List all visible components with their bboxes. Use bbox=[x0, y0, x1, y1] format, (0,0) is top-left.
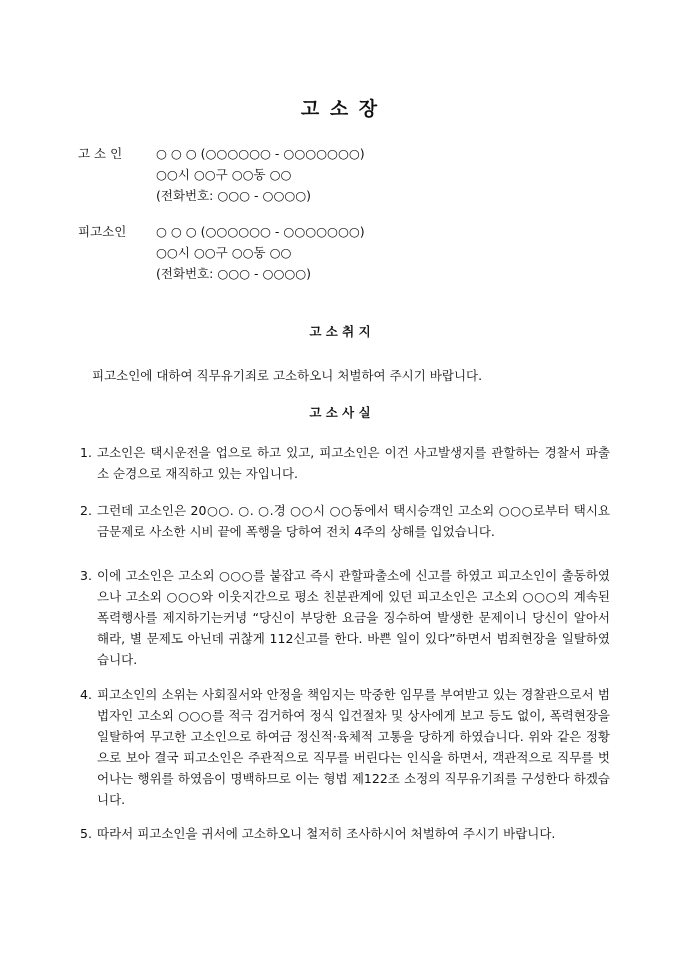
fact-text: 이에 고소인은 고소외 ○○○를 붙잡고 즉시 관할파출소에 신고를 하였고 피고소인이 출동하였으나 고소외 ○○○와 이웃지간으로 평소 친분관계에 있던 피고소인은 고소외 ○○○의 계속된 폭력행사를 제지하기는커녕 “당신이 부당한 요금을 징수하여 발생한 문제이니 당신이 알아서 해라, 별 문제도 아닌데 귀찮게 112신고를 한다. 바쁜 일이 있다”하면서 범죄현장을 일탈하였습니다. bbox=[97, 568, 610, 667]
fact-item bbox=[80, 442, 610, 484]
complainant-phone: (전화번호: ○○○ - ○○○○) bbox=[156, 188, 312, 203]
fact-text: 피고소인의 소위는 사회질서와 안정을 책임지는 막중한 임무를 부여받고 있는 경찰관으로서 범법자인 고소외 ○○○를 적극 검거하여 정식 입건절차 및 상사에게 보고 등도 없이, 폭력현장을 일탈하여 무고한 고소인으로 하여금 정신적·육체적 고통을 당하게 하였습니다. 위와 같은 정황으로 보아 결국 피고소인은 주관적으로 직무를 버린다는 인식을 하면서, 객관적으로 직무를 벗어나는 행위를 하였음이 명백하므로 이는 형법 제122조 소정의 직무유기죄를 구성한다 하겠습니다. bbox=[97, 687, 610, 807]
intent-heading: 고 소 취 지 bbox=[309, 324, 371, 339]
fact-number: 4. bbox=[80, 687, 92, 702]
fact-text: 그런데 고소인은 20○○. ○. ○.경 ○○시 ○○동에서 택시승객인 고소외 ○○○로부터 택시요금문제로 사소한 시비 끝에 폭행을 당하여 전치 4주의 상해를 입었습니다. bbox=[97, 503, 610, 539]
complainant-name-id: ○ ○ ○ (○○○○○○ - ○○○○○○○) bbox=[156, 146, 365, 161]
fact-item bbox=[80, 823, 610, 844]
facts-heading: 고 소 사 실 bbox=[309, 405, 371, 420]
fact-text: 고소인은 택시운전을 업으로 하고 있고, 피고소인은 이건 사고발생지를 관할하는 경찰서 파출소 순경으로 재직하고 있는 자입니다. bbox=[97, 445, 610, 481]
accused-phone: (전화번호: ○○○ - ○○○○) bbox=[156, 266, 312, 281]
fact-item bbox=[80, 684, 610, 810]
fact-item bbox=[80, 565, 610, 670]
accused-address: ○○시 ○○구 ○○동 ○○ bbox=[156, 245, 292, 260]
fact-number: 1. bbox=[80, 445, 92, 460]
complainant-address: ○○시 ○○구 ○○동 ○○ bbox=[156, 167, 292, 182]
fact-number: 5. bbox=[80, 826, 92, 841]
accused-label: 피고소인 bbox=[78, 224, 127, 239]
fact-number: 2. bbox=[80, 503, 92, 518]
document-title: 고 소 장 bbox=[300, 98, 380, 120]
complainant-label: 고 소 인 bbox=[78, 146, 123, 161]
fact-item bbox=[80, 500, 610, 542]
accused-name-id: ○ ○ ○ (○○○○○○ - ○○○○○○○) bbox=[156, 224, 365, 239]
intent-text: 피고소인에 대하여 직무유기죄로 고소하오니 처벌하여 주시기 바랍니다. bbox=[92, 368, 483, 383]
fact-text: 따라서 피고소인을 귀서에 고소하오니 철저히 조사하시어 처벌하여 주시기 바랍니다. bbox=[97, 826, 556, 841]
fact-number: 3. bbox=[80, 568, 92, 583]
